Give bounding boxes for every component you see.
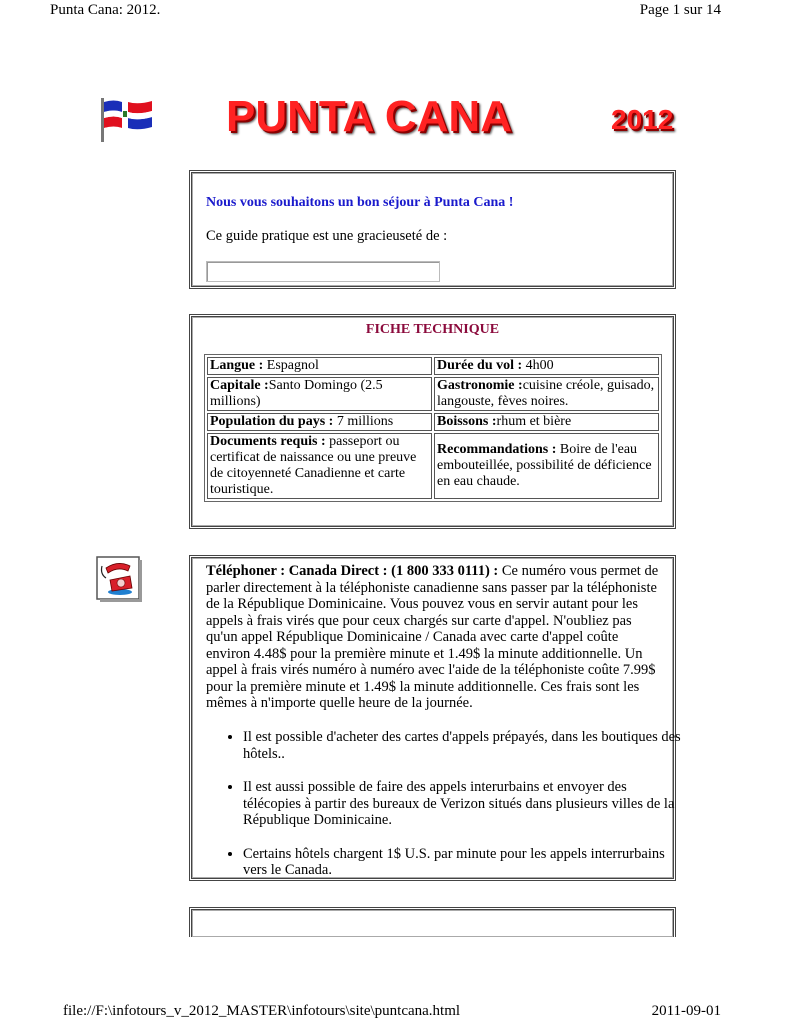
table-cell: Gastronomie :cuisine créole, guisado, langouste, fèves noires.: [434, 377, 659, 411]
table-row: [207, 413, 659, 431]
list-item: • Il est possible d'acheter des cartes d'appels prépayés, dans les boutiques des hôtels..: [243, 729, 683, 762]
list-item: • Il est aussi possible de faire des appels interurbains et envoyer des télécopies à partir des bureaux de Verizon situés dans plusieurs villes de la République Dominicaine.: [243, 779, 683, 829]
telephone-paragraph: Téléphoner : Canada Direct : (1 800 333 0111) : Ce numéro vous permet de parler directement à la téléphoniste canadienne sans passer par la téléphoniste de la République Dominicaine. Vous pouvez vous en servir autant pour les appels à frais virés que pour ceux chargés sur carte d'appel. N'oubliez pas qu'un appel République Dominicaine / Canada avec carte d'appel coûte environ 4.48$ pour la première minute et 1.49$ la minute additionnelle. Un appel à frais virés numéro à numéro avec l'aide de la téléphoniste coûte 7.99$ pour la première minute et 1.49$ la minute additionnelle. Ces frais sont les mêmes à n'importe quelle heure de la journée.: [206, 563, 659, 711]
telephone-icon: [96, 556, 142, 602]
list-item: • Certains hôtels chargent 1$ U.S. par minute pour les appels interrurbains vers le Canada.: [243, 846, 683, 879]
telephone-tips: [227, 729, 683, 896]
welcome-text: Nous vous souhaitons un bon séjour à Punta Cana !: [206, 195, 514, 210]
next-section-box: [189, 907, 676, 937]
table-cell: Boissons :rhum et bière: [434, 413, 659, 431]
fiche-table: [204, 354, 662, 502]
table-cell: Documents requis : passeport ou certificat de naissance ou une preuve de citoyenneté Canadienne et carte touristique.: [207, 433, 432, 499]
fiche-title: FICHE TECHNIQUE: [365, 322, 500, 337]
welcome-box: [189, 170, 676, 289]
banner-year: 2012: [611, 104, 674, 135]
banner-title: PUNTA CANA: [226, 92, 512, 141]
sponsor-field[interactable]: [206, 261, 440, 282]
print-date: 2011-09-01: [651, 1003, 721, 1019]
page-number: Page 1 sur 14: [639, 2, 721, 18]
dominican-flag-icon: [98, 96, 162, 144]
table-row: [207, 357, 659, 375]
table-cell: Durée du vol : 4h00: [434, 357, 659, 375]
table-cell: Capitale :Santo Domingo (2.5 millions): [207, 377, 432, 411]
file-path: file://F:\infotours_v_2012_MASTER\infotours\site\puntcana.html: [63, 1003, 461, 1019]
table-row: [207, 433, 659, 499]
table-cell: Recommandations : Boire de l'eau embouteillée, possibilité de déficience en eau chaude.: [434, 433, 659, 499]
table-cell: Population du pays : 7 millions: [207, 413, 432, 431]
guide-text: Ce guide pratique est une gracieuseté de :: [206, 228, 448, 244]
fiche-technique-box: [189, 314, 676, 529]
telephone-box: [189, 555, 681, 881]
table-row: [207, 377, 659, 411]
page-header-title: Punta Cana: 2012.: [50, 2, 161, 18]
table-cell: Langue : Espagnol: [207, 357, 432, 375]
